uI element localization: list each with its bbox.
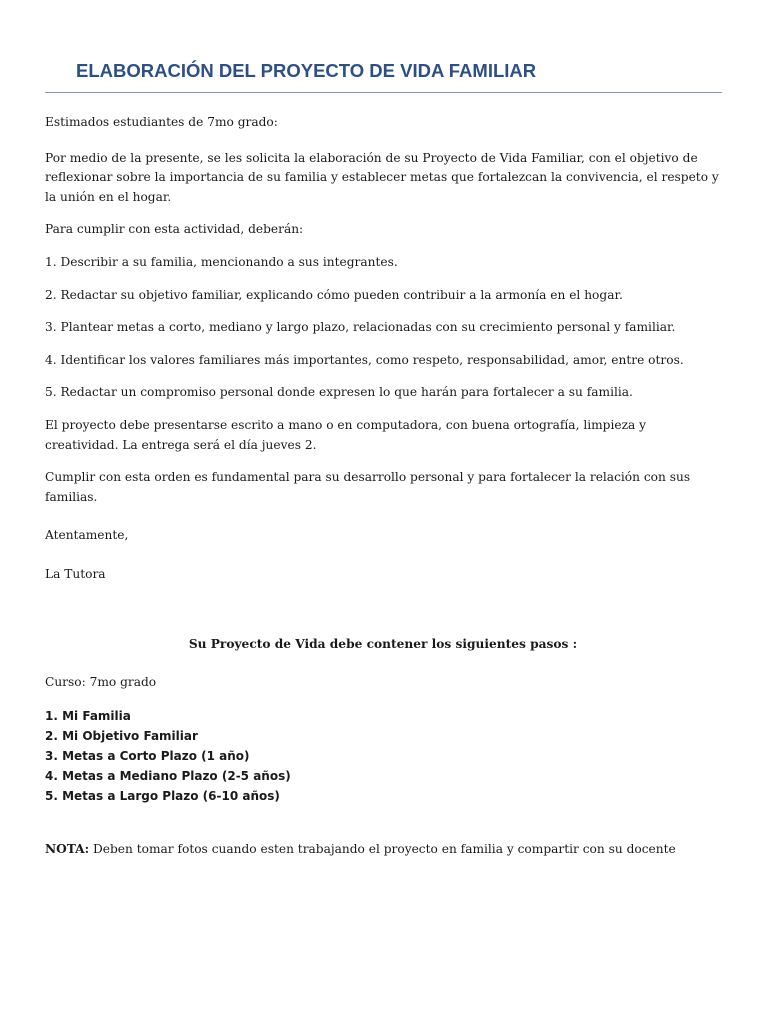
nota-text: Deben tomar fotos cuando esten trabajando el proyecto en familia y compartir con su docente [89,841,676,856]
step-item: 2. Mi Objetivo Familiar [45,728,198,743]
step-item: 3. Metas a Corto Plazo (1 año) [45,748,250,763]
document-body [45,113,721,859]
instructions-lead: Para cumplir con esta actividad, deberán: [45,222,304,237]
nota-label: NOTA: [45,841,90,856]
greeting: Estimados estudiantes de 7mo grado: [45,115,278,129]
document-title: ELABORACIÓN DEL PROYECTO DE VIDA FAMILIAR [76,60,537,81]
steps-heading: Su Proyecto de Vida debe contener los siguientes pasos : [188,636,578,651]
course-label: Curso: 7mo grado [45,675,157,690]
instruction-item: 5. Redactar un compromiso personal donde expresen lo que harán para fortalecer a su familia. [45,385,633,400]
signature: La Tutora [45,566,106,581]
step-item: 5. Metas a Largo Plazo (6-10 años) [45,788,280,803]
intro-paragraph: Por medio de la presente, se les solicita la elaboración de su Proyecto de Vida Familiar, con el objetivo de reflexionar sobre la importancia de su familia y establecer metas que fortalezcan la convivencia, el respeto y la unión en el hogar. [45,150,719,204]
instruction-item: 2. Redactar su objetivo familiar, explicando cómo pueden contribuir a la armonía en el hogar. [45,287,623,302]
nota-paragraph [45,840,721,860]
presentation-paragraph: El proyecto debe presentarse escrito a mano o en computadora, con buena ortografía, limpieza y creatividad. La entrega será el día jueves 2. [45,417,647,452]
sign-off: Atentamente, [45,528,129,543]
title-divider [45,92,722,93]
instruction-item: 1. Describir a su familia, mencionando a sus integrantes. [45,254,398,269]
closing-paragraph: Cumplir con esta orden es fundamental para su desarrollo personal y para fortalecer la relación con sus familias. [45,470,691,504]
instruction-item: 4. Identificar los valores familiares más importantes, como respeto, responsabilidad, amor, entre otros. [45,352,684,367]
step-item: 4. Metas a Mediano Plazo (2-5 años) [45,768,291,783]
step-item: 1. Mi Familia [45,708,131,723]
steps-list [45,706,721,806]
instruction-item: 3. Plantear metas a corto, mediano y largo plazo, relacionadas con su crecimiento personal y familiar. [45,320,676,335]
